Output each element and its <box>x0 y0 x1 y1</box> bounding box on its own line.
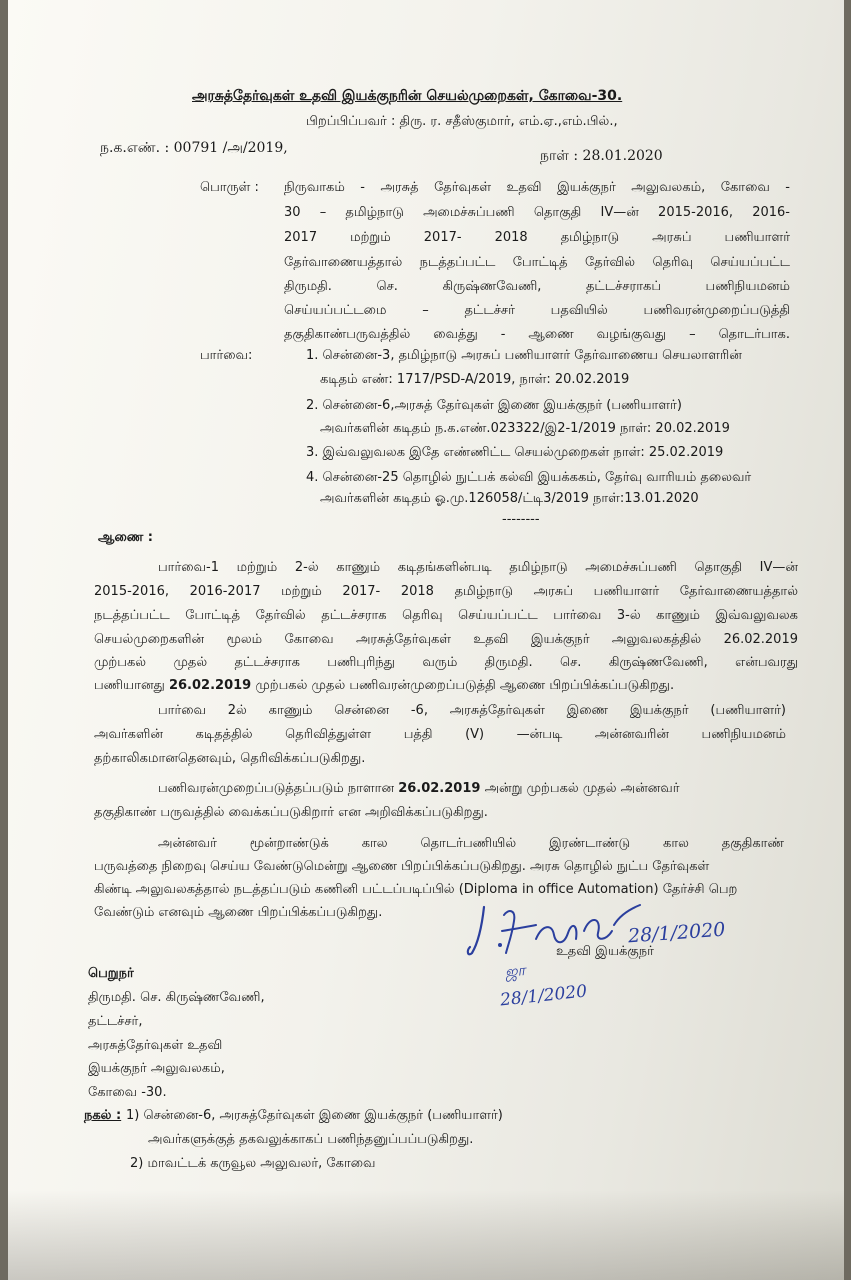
recipient-line: கோவை -30. <box>88 1085 167 1100</box>
handwritten-date: 28/1/2020 <box>627 918 727 948</box>
order-paragraph-line: முற்பகல் முதல் தட்டச்சராக பணிபுரிந்து வரும் திருமதி. செ. கிருஷ்ணவேணி, என்பவரது <box>94 655 798 670</box>
order-paragraph-line: தகுதிகாண் பருவத்தில் வைக்கப்படுகிறார் என அறிவிக்கப்படுகிறது. <box>94 805 488 820</box>
handwritten-note: 28/1/2020 <box>499 981 588 1011</box>
reference-item: 4. சென்னை-25 தொழில் நுட்பக் கல்வி இயக்ககம், தேர்வு வாரியம் தலைவர் <box>306 470 752 485</box>
reference-item: அவர்களின் கடிதம் ந.க.எண்.023322/இ2-1/2019 நாள்: 20.02.2019 <box>320 421 730 436</box>
reference-number: ந.க.எண். : 00791 /அ/2019, <box>100 140 288 156</box>
copy-label: நகல் : <box>84 1108 122 1123</box>
order-paragraph-line: கிண்டி அலுவலகத்தால் நடத்தப்படும் கணினி பட்டப்படிப்பில் (Diploma in office Automation) தேர்ச்சி பெற <box>94 882 738 897</box>
order-paragraph-line: செயல்முறைகளின் மூலம் கோவை அரசுத்தேர்வுகள் உதவி இயக்குநர் அலுவலகத்தில் 26.02.2019 <box>94 632 798 647</box>
recipient-line: அரசுத்தேர்வுகள் உதவி <box>88 1038 223 1053</box>
subject-line: 30 – தமிழ்நாடு அமைச்சுப்பணி தொகுதி IV—ன் 2015-2016, 2016- <box>284 205 790 220</box>
order-paragraph-line: அன்னவர் மூன்றாண்டுக் கால தொடர்பணியில் இரண்டாண்டு கால தகுதிகாண் <box>158 836 784 851</box>
document-title: அரசுத்தேர்வுகள் உதவி இயக்குநரின் செயல்முறைகள், கோவை-30. <box>192 88 623 104</box>
page-shadow <box>8 1190 844 1280</box>
reference-item: 1. சென்னை-3, தமிழ்நாடு அரசுப் பணியாளர் தேர்வாணைய செயலாளரின் <box>306 348 742 363</box>
order-paragraph-line: பருவத்தை நிறைவு செய்ய வேண்டுமென்று ஆணை பிறப்பிக்கப்படுகிறது. அரசு தொழில் நுட்ப தேர்வுகள் <box>94 859 710 874</box>
references-label: பார்வை: <box>200 348 253 363</box>
copy-item: அவர்களுக்குத் தகவலுக்காகப் பணிந்தனுப்பப்படுகிறது. <box>148 1132 474 1147</box>
copy-item: 1) சென்னை-6, அரசுத்தேர்வுகள் இணை இயக்குநர் (பணியாளர்) <box>126 1108 503 1123</box>
document-page <box>8 0 844 1280</box>
subject-line: தகுதிகாண்பருவத்தில் வைத்து - ஆணை வழங்குவது – தொடர்பாக. <box>284 327 790 342</box>
recipient-line: இயக்குநர் அலுவலகம், <box>88 1061 225 1076</box>
order-paragraph-line: பார்வை-1 மற்றும் 2-ல் காணும் கடிதங்களின்படி தமிழ்நாடு அமைச்சுப்பணி தொகுதி IV—ன் <box>158 560 798 575</box>
recipient-line: திருமதி. செ. கிருஷ்ணவேணி, <box>88 990 265 1005</box>
order-paragraph-line: நடத்தப்பட்ட போட்டித் தேர்வில் தட்டச்சராக தெரிவு செய்யப்பட்ட பார்வை 3-ல் காணும் இவ்வலுவலக <box>94 608 798 623</box>
order-paragraph-line: பணிவரன்முறைப்படுத்தப்படும் நாளான 26.02.2019 அன்று முற்பகல் முதல் அன்னவர் <box>158 781 680 796</box>
order-paragraph-line: பணியானது 26.02.2019 முற்பகல் முதல் பணிவரன்முறைப்படுத்தி ஆணை பிறப்பிக்கப்படுகிறது. <box>94 678 675 693</box>
subject-line: தேர்வாணையத்தால் நடத்தப்பட்ட போட்டித் தேர்வில் தெரிவு செய்யப்பட்ட <box>284 255 790 270</box>
recipient-line: தட்டச்சர், <box>88 1014 143 1029</box>
document-date: நாள் : 28.01.2020 <box>540 148 663 164</box>
reference-item: அவர்களின் கடிதம் ஓ.மு.126058/ட்டி3/2019 நாள்:13.01.2020 <box>320 491 699 506</box>
copy-item: 2) மாவட்டக் கருவூல அலுவலர், கோவை <box>130 1156 376 1171</box>
reference-item: கடிதம் எண்: 1717/PSD-A/2019, நாள்: 20.02.2019 <box>320 372 630 387</box>
signatory-designation: உதவி இயக்குநர் <box>556 944 654 959</box>
subject-line: செய்யப்பட்டமை – தட்டச்சர் பதவியில் பணிவரன்முறைப்படுத்தி <box>284 303 790 318</box>
order-paragraph-line: தற்காலிகமானதெனவும், தெரிவிக்கப்படுகிறது. <box>94 751 366 766</box>
subject-line: நிருவாகம் - அரசுத் தேர்வுகள் உதவி இயக்குநர் அலுவலகம், கோவை - <box>284 180 790 195</box>
order-label: ஆணை : <box>98 530 154 545</box>
handwritten-initial: ஜா <box>504 960 527 982</box>
separator: -------- <box>502 512 540 527</box>
subject-line: திருமதி. செ. கிருஷ்ணவேணி, தட்டச்சராகப் பணிநியமனம் <box>284 279 790 294</box>
reference-item: 3. இவ்வலுவலக இதே எண்ணிட்ட செயல்முறைகள் நாள்: 25.02.2019 <box>306 445 724 460</box>
order-paragraph-line: வேண்டும் எனவும் ஆணை பிறப்பிக்கப்படுகிறது. <box>94 905 383 920</box>
order-paragraph-line: அவர்களின் கடிதத்தில் தெரிவித்துள்ள பத்தி (V) —ன்படி அன்னவரின் பணிநியமனம் <box>94 727 786 742</box>
issued-by: பிறப்பிப்பவர் : திரு. ர. சதீஸ்குமார், எம்.ஏ.,எம்.பில்., <box>306 114 618 129</box>
order-paragraph-line: பார்வை 2ல் காணும் சென்னை -6, அரசுத்தேர்வுகள் இணை இயக்குநர் (பணியாளர்) <box>158 703 786 718</box>
order-paragraph-line: 2015-2016, 2016-2017 மற்றும் 2017- 2018 தமிழ்நாடு அரசுப் பணியாளர் தேர்வாணையத்தால் <box>94 584 798 599</box>
subject-label: பொருள் : <box>200 180 259 195</box>
recipient-label: பெறுநர் <box>88 966 134 981</box>
reference-item: 2. சென்னை-6,அரசுத் தேர்வுகள் இணை இயக்குநர் (பணியாளர்) <box>306 398 682 413</box>
subject-line: 2017 மற்றும் 2017- 2018 தமிழ்நாடு அரசுப் பணியாளர் <box>284 230 790 245</box>
